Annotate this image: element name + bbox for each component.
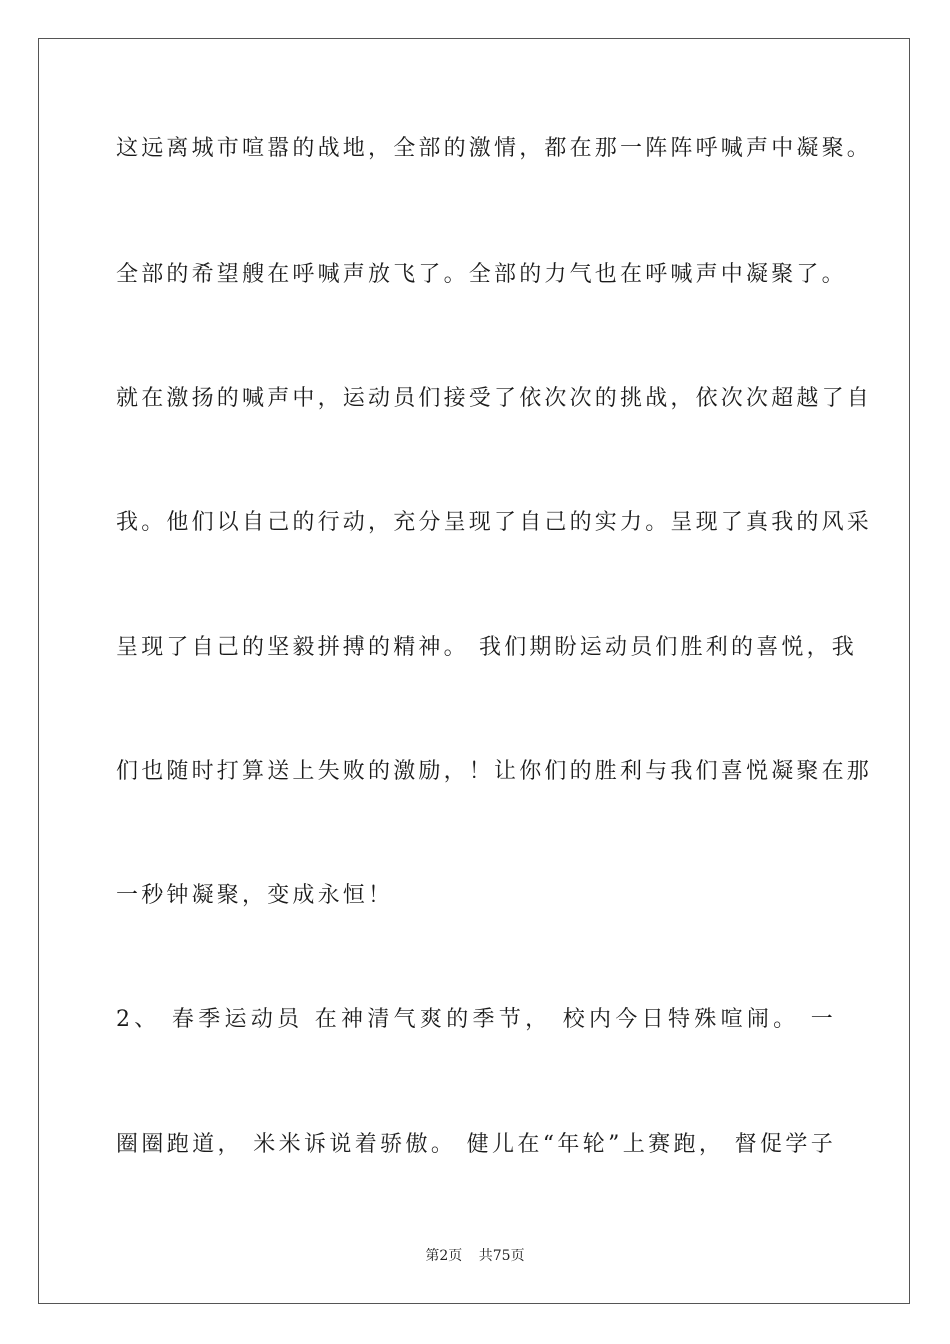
page-total: 共75页 bbox=[478, 1248, 525, 1264]
text-line-2: 全部的希望艘在呼喊声放飞了。全部的力气也在呼喊声中凝聚了。 bbox=[116, 262, 847, 287]
text-line-6: 们也随时打算送上失败的激励，！让你们的胜利与我们喜悦凝聚在那 bbox=[116, 759, 873, 784]
text-line-7: 一秒钟凝聚，变成永恒！ bbox=[116, 883, 394, 908]
text-line-4: 我。他们以自己的行动，充分呈现了自己的实力。呈现了真我的风采 bbox=[116, 510, 873, 535]
text-line-9: 圈圈跑道， 米米诉说着骄傲。 健儿在“年轮”上赛跑， 督促学子 bbox=[116, 1132, 836, 1157]
text-line-3: 就在激扬的喊声中，运动员们接受了依次次的挑战，依次次超越了自 bbox=[116, 386, 873, 411]
page-number: 第2页 bbox=[425, 1248, 463, 1264]
text-line-5: 呈现了自己的坚毅拼搏的精神。 我们期盼运动员们胜利的喜悦，我 bbox=[116, 635, 857, 660]
text-line-1: 这远离城市喧嚣的战地，全部的激情，都在那一阵阵呼喊声中凝聚。 bbox=[116, 136, 873, 161]
page-border bbox=[38, 38, 910, 1304]
text-line-8: 2、 春季运动员 在神清气爽的季节， 校内今日特殊喧闹。 一 bbox=[116, 1007, 836, 1032]
page-footer bbox=[0, 1245, 950, 1265]
